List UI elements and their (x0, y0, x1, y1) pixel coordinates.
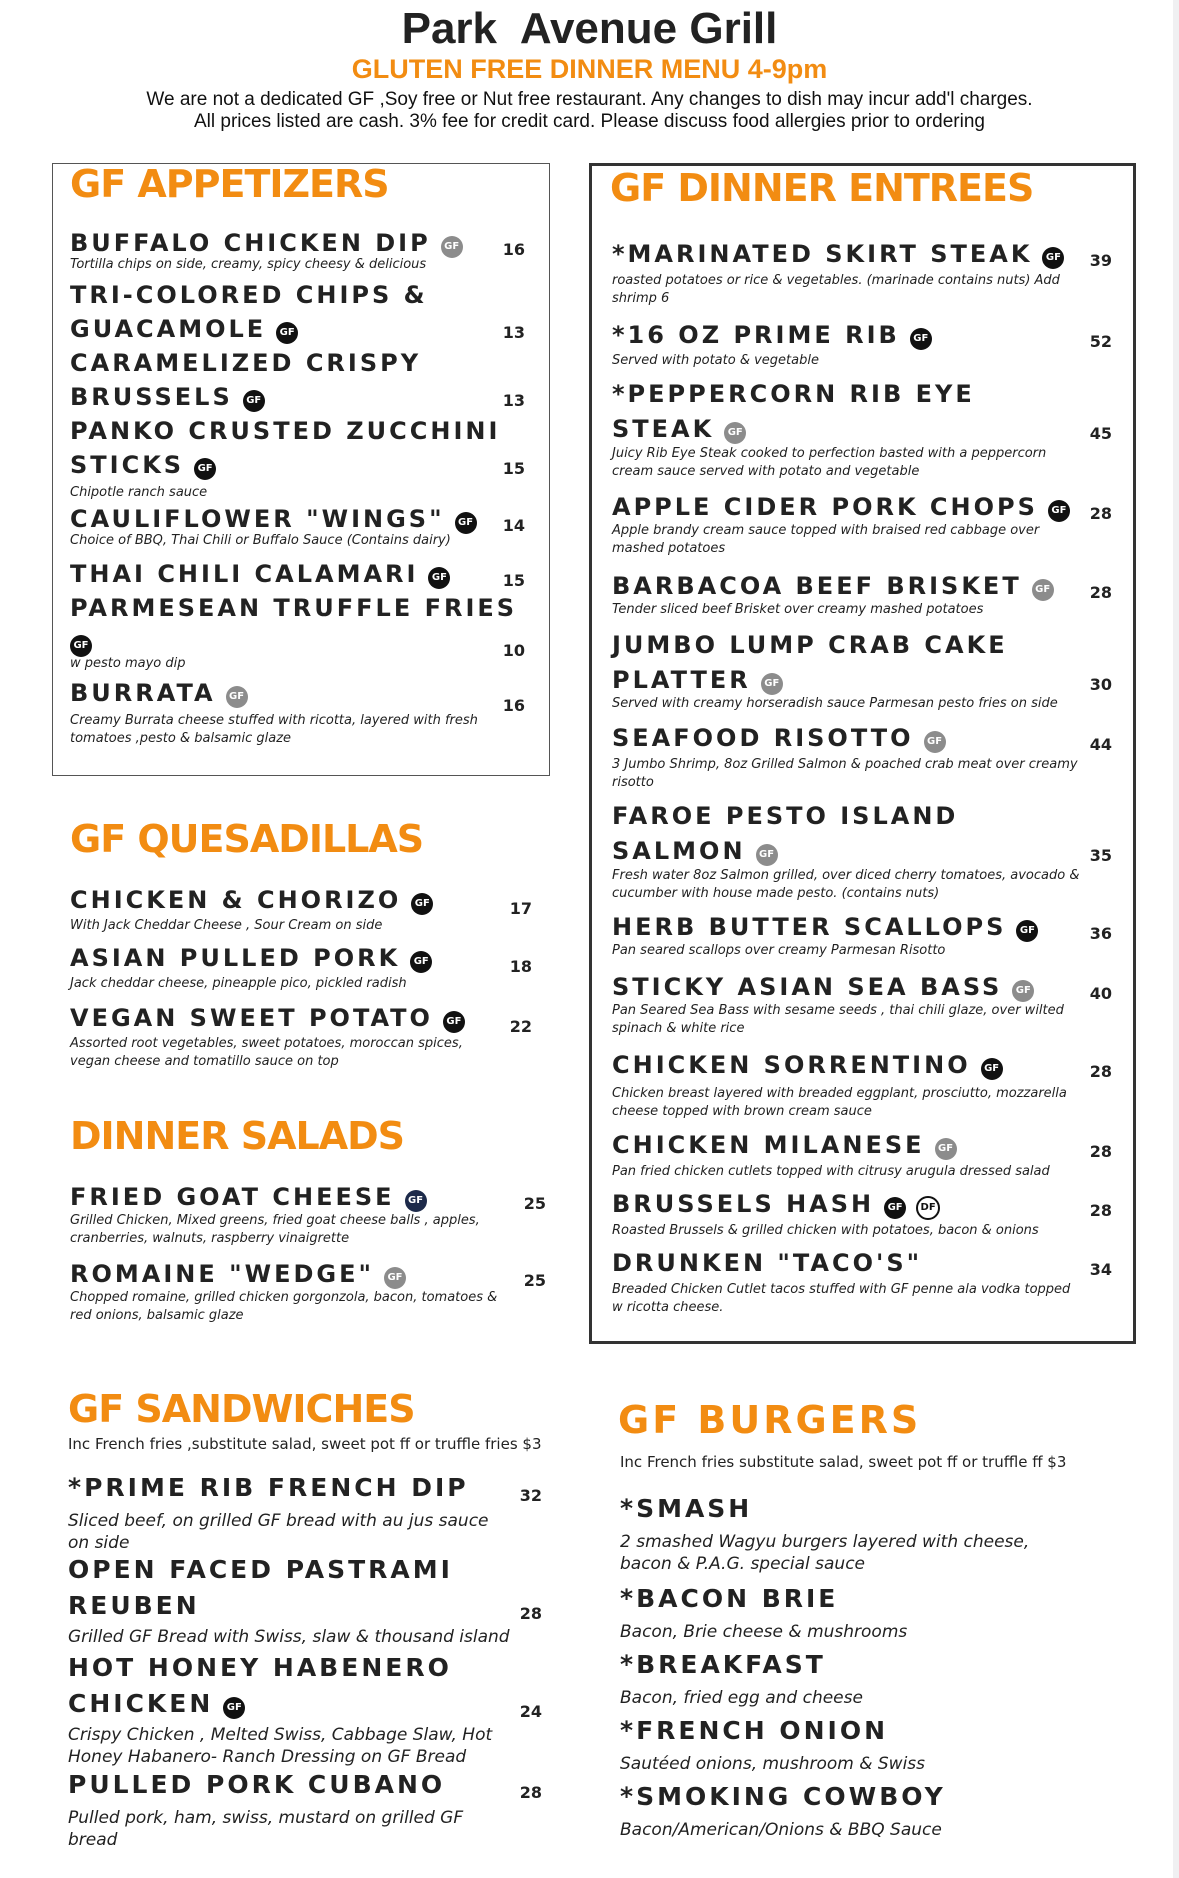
item-name-line (68, 1470, 469, 1506)
item-name-text: ASIAN PULLED PORK (70, 944, 401, 972)
item-name-line (612, 628, 1008, 663)
item-name (620, 1779, 946, 1815)
item-price: 13 (502, 323, 525, 342)
item-name-line (612, 910, 1038, 944)
item-price: 25 (523, 1271, 546, 1290)
item-name-line (70, 346, 421, 380)
salads-title: DINNER SALADS (70, 1114, 405, 1158)
dairy-free-badge-icon: DF (916, 1196, 940, 1220)
item-description: Chicken breast layered with breaded eggplant, prosciutto, mozzarella cheese topped with brown cream sauce (612, 1086, 1067, 1119)
item-name-text: GUACAMOLE (70, 315, 267, 343)
item-description: Crispy Chicken , Melted Swiss, Cabbage Slaw, Hot Honey Habanero- Ranch Dressing on GF Bread (68, 1725, 493, 1767)
gluten-free-badge-icon: GF (884, 1197, 906, 1219)
item-name (70, 557, 450, 591)
item-price: 34 (1089, 1260, 1112, 1279)
item-name (70, 591, 517, 659)
item-name-text: *PEPPERCORN RIB EYE (612, 380, 975, 408)
gluten-free-badge-icon: GF (243, 390, 265, 412)
item-name (70, 346, 421, 414)
item-description: Jack cheddar cheese, pineapple pico, pickled radish (70, 976, 407, 991)
item-price: 52 (1089, 332, 1112, 351)
item-name-line (68, 1588, 453, 1624)
item-name-line (68, 1552, 453, 1588)
item-description: Roasted Brussels & grilled chicken with potatoes, bacon & onions (612, 1223, 1039, 1238)
item-description: Served with potato & vegetable (612, 353, 819, 368)
gluten-free-badge-icon: GF (910, 328, 932, 350)
item-description: Apple brandy cream sauce topped with braised red cabbage over mashed potatoes (612, 523, 1040, 556)
item-name-line (612, 1128, 957, 1162)
item-name (70, 1257, 406, 1291)
gluten-free-badge-icon: GF (455, 512, 477, 534)
item-name (612, 721, 946, 755)
item-name-line (70, 312, 428, 346)
item-description: Bacon, Brie cheese & mushrooms (620, 1622, 908, 1642)
item-name (70, 502, 477, 536)
item-price: 25 (523, 1194, 546, 1213)
item-description: Choice of BBQ, Thai Chili or Buffalo Sauce (Contains dairy) (70, 533, 451, 548)
item-name-line (612, 721, 946, 755)
burgers-title: GF BURGERS (618, 1398, 922, 1442)
item-description: Breaded Chicken Cutlet tacos stuffed with GF penne ala vodka topped w ricotta cheese. (612, 1282, 1071, 1315)
item-name-text: DRUNKEN "TACO'S" (612, 1249, 923, 1277)
item-name-text: PULLED PORK CUBANO (68, 1770, 446, 1799)
item-price: 32 (519, 1486, 542, 1505)
item-name (70, 941, 432, 975)
item-name (68, 1767, 445, 1803)
item-description: Pan Seared Sea Bass with sesame seeds , thai chili glaze, over wilted spinach & white rice (612, 1003, 1064, 1036)
item-name (612, 1048, 1003, 1082)
item-name-line (70, 1257, 406, 1291)
item-name-line (70, 226, 463, 260)
item-name-text: PARMESEAN TRUFFLE FRIES (70, 594, 518, 622)
item-name-line (70, 278, 428, 312)
disclaimer-line-1: We are not a dedicated GF ,Soy free or Nut free restaurant. Any changes to dish may incur add'l charges. (146, 89, 1033, 110)
item-description: Pan fried chicken cutlets topped with citrusy arugula dressed salad (612, 1164, 1050, 1179)
item-name-text: PANKO CRUSTED ZUCCHINI (70, 417, 501, 445)
item-name-line (70, 676, 248, 710)
item-name (612, 318, 932, 352)
item-price: 10 (502, 641, 525, 660)
item-name-text: *16 OZ PRIME RIB (612, 321, 900, 349)
item-description: Sliced beef, on grilled GF bread with au jus sauce on side (68, 1511, 489, 1553)
item-price: 36 (1089, 924, 1112, 943)
item-name (612, 970, 1034, 1004)
item-name (68, 1470, 469, 1506)
gluten-free-badge-icon: GF (761, 673, 783, 695)
gluten-free-badge-icon: GF (1042, 247, 1064, 269)
item-price: 15 (502, 459, 525, 478)
item-name (620, 1647, 826, 1683)
item-name (70, 226, 463, 260)
item-name (70, 676, 248, 710)
item-name-text: TRI-COLORED CHIPS & (70, 281, 428, 309)
gluten-free-badge-icon: GF (1032, 579, 1054, 601)
item-name-line (70, 1180, 427, 1214)
item-name-line (612, 834, 958, 869)
item-name-line (620, 1581, 838, 1617)
item-name-line (612, 663, 1008, 698)
gluten-free-badge-icon: GF (428, 567, 450, 589)
item-description: Served with creamy horseradish sauce Parmesan pesto fries on side (612, 696, 1058, 711)
item-description: Pulled pork, ham, swiss, mustard on grilled GF bread (68, 1808, 464, 1850)
item-description: Chopped romaine, grilled chicken gorgonzola, bacon, tomatoes & red onions, balsamic glaze (70, 1290, 498, 1323)
item-name-text: BUFFALO CHICKEN DIP (70, 229, 431, 257)
item-name-text: BRUSSELS HASH (612, 1190, 875, 1218)
item-name (70, 1001, 465, 1035)
item-name-text: *FRENCH ONION (620, 1716, 889, 1745)
item-price: 13 (502, 391, 525, 410)
item-price: 15 (502, 571, 525, 590)
item-price: 17 (509, 899, 532, 918)
item-price: 14 (502, 516, 525, 535)
item-name-text: REUBEN (68, 1591, 200, 1620)
page-edge (1173, 0, 1179, 1878)
gluten-free-badge-icon: GF (223, 1697, 245, 1719)
item-description: 3 Jumbo Shrimp, 8oz Grilled Salmon & poached crab meat over creamy risotto (612, 757, 1078, 790)
item-name-line (70, 557, 450, 591)
item-description: Grilled GF Bread with Swiss, slaw & thousand island (68, 1627, 510, 1647)
item-name-text: STEAK (612, 415, 715, 443)
item-name (612, 628, 1008, 698)
item-name (70, 278, 428, 346)
item-price: 28 (1089, 1062, 1112, 1081)
item-name-text: THAI CHILI CALAMARI (70, 560, 419, 588)
item-name-line (612, 569, 1054, 603)
menu-subtitle: GLUTEN FREE DINNER MENU 4-9pm (351, 54, 828, 84)
item-name-text: *PRIME RIB FRENCH DIP (68, 1473, 469, 1502)
item-price: 28 (1089, 504, 1112, 523)
item-name-text: STICKS (70, 451, 185, 479)
item-name-line (68, 1767, 445, 1803)
item-name-line (620, 1779, 946, 1815)
item-name-text: BURRATA (70, 679, 216, 707)
item-name (612, 1128, 957, 1162)
item-description: Sautéed onions, mushroom & Swiss (620, 1754, 926, 1774)
item-name-line (612, 377, 975, 412)
gluten-free-badge-icon: GF (443, 1011, 465, 1033)
item-name-line (612, 799, 958, 834)
item-name-text: *BACON BRIE (620, 1584, 839, 1613)
item-name (620, 1491, 752, 1527)
item-name-text: CARAMELIZED CRISPY (70, 349, 422, 377)
item-price: 16 (502, 696, 525, 715)
item-name-line (70, 380, 421, 414)
sandwiches-title: GF SANDWICHES (68, 1387, 415, 1431)
item-description: Juicy Rib Eye Steak cooked to perfection basted with a peppercorn cream sauce served with potato and vegetable (612, 446, 1047, 479)
item-description: Tortilla chips on side, creamy, spicy cheesy & delicious (70, 257, 427, 272)
item-name (612, 490, 1070, 524)
item-name-line (70, 414, 500, 448)
item-name-text: HOT HONEY HABENERO (68, 1653, 452, 1682)
item-name-line (68, 1686, 452, 1722)
item-name-text: SALMON (612, 837, 746, 865)
appetizers-title: GF APPETIZERS (70, 162, 389, 206)
item-name-line (612, 490, 1070, 524)
gluten-free-badge-icon: GF (924, 731, 946, 753)
item-name-text: BARBACOA BEEF BRISKET (612, 572, 1022, 600)
item-name (620, 1713, 888, 1749)
item-price: 18 (509, 957, 532, 976)
item-description: Tender sliced beef Brisket over creamy mashed potatoes (612, 602, 984, 617)
item-name (68, 1650, 452, 1722)
item-price: 28 (519, 1604, 542, 1623)
item-name-line (612, 970, 1034, 1004)
item-description: Grilled Chicken, Mixed greens, fried goat cheese balls , apples, cranberries, walnuts, raspberry vinaigrette (70, 1213, 480, 1246)
item-name-line (612, 412, 975, 447)
restaurant-name: Park Avenue Grill (401, 4, 778, 53)
item-name-text: BRUSSELS (70, 383, 233, 411)
gluten-free-badge-icon: GF (276, 322, 298, 344)
gluten-free-badge-icon: GF (410, 951, 432, 973)
item-price: 40 (1089, 984, 1112, 1003)
item-price: 24 (519, 1702, 542, 1721)
item-name-line (612, 1048, 1003, 1082)
item-name (620, 1581, 838, 1617)
gluten-free-badge-icon: GF (756, 844, 778, 866)
item-name (70, 883, 433, 917)
item-name-text: OPEN FACED PASTRAMI (68, 1555, 453, 1584)
item-price: 39 (1089, 251, 1112, 270)
item-description: With Jack Cheddar Cheese , Sour Cream on side (70, 918, 383, 933)
item-name-text: STICKY ASIAN SEA BASS (612, 973, 1003, 1001)
item-name-text: APPLE CIDER PORK CHOPS (612, 493, 1038, 521)
item-name-text: HERB BUTTER SCALLOPS (612, 913, 1007, 941)
gluten-free-badge-icon: GF (411, 893, 433, 915)
item-name-text: *SMOKING COWBOY (620, 1782, 946, 1811)
item-price: 45 (1089, 424, 1112, 443)
disclaimer-line-2: All prices listed are cash. 3% fee for credit card. Please discuss food allergies prior to ordering (194, 111, 985, 132)
entrees-title: GF DINNER ENTREES (610, 166, 1034, 210)
item-name-text: CHICKEN & CHORIZO (70, 886, 402, 914)
gluten-free-badge-icon: GF (226, 686, 248, 708)
item-name (612, 237, 1064, 271)
item-description: roasted potatoes or rice & vegetables. (marinade contains nuts) Add shrimp 6 (612, 273, 1060, 306)
item-name-text: *MARINATED SKIRT STEAK (612, 240, 1033, 268)
item-name-line (70, 448, 500, 482)
gluten-free-badge-icon: GF (70, 635, 92, 657)
item-name-text: FRIED GOAT CHEESE (70, 1183, 395, 1211)
item-name-line (612, 237, 1064, 271)
item-description: Bacon/American/Onions & BBQ Sauce (620, 1820, 942, 1840)
item-price: 44 (1089, 735, 1112, 754)
gluten-free-badge-icon: GF (981, 1058, 1003, 1080)
burgers-note: Inc French fries substitute salad, sweet pot ff or truffle ff $3 (620, 1453, 1067, 1471)
item-name-line (612, 1187, 940, 1221)
item-name-line (620, 1647, 826, 1683)
item-name-text: SEAFOOD RISOTTO (612, 724, 914, 752)
item-name (612, 799, 958, 869)
gluten-free-badge-icon: GF (441, 236, 463, 258)
item-name-text: CHICKEN SORRENTINO (612, 1051, 971, 1079)
gluten-free-badge-icon: GF (1048, 500, 1070, 522)
item-name (612, 1187, 940, 1221)
item-name-text: CAULIFLOWER "WINGS" (70, 505, 445, 533)
item-name-line (70, 502, 477, 536)
item-price: 16 (502, 240, 525, 259)
gluten-free-badge-icon: GF (384, 1267, 406, 1289)
item-name-line (70, 591, 517, 625)
sandwiches-note: Inc French fries ,substitute salad, sweet pot ff or truffle fries $3 (68, 1435, 542, 1453)
item-description: w pesto mayo dip (70, 656, 186, 671)
item-description: Creamy Burrata cheese stuffed with ricotta, layered with fresh tomatoes ,pesto & balsamic glaze (70, 713, 478, 746)
item-description: Pan seared scallops over creamy Parmesan Risotto (612, 943, 946, 958)
item-name-text: FAROE PESTO ISLAND (612, 802, 959, 830)
quesadillas-title: GF QUESADILLAS (70, 817, 424, 861)
item-name (70, 1180, 427, 1214)
item-name (70, 414, 500, 482)
gluten-free-badge-icon: GF (724, 422, 746, 444)
item-description: Chipotle ranch sauce (70, 485, 208, 500)
item-name (612, 910, 1038, 944)
item-price: 30 (1089, 675, 1112, 694)
item-description: Bacon, fried egg and cheese (620, 1688, 863, 1708)
item-name-text: ROMAINE "WEDGE" (70, 1260, 374, 1288)
item-name-line (620, 1713, 888, 1749)
item-description: 2 smashed Wagyu burgers layered with cheese, bacon & P.A.G. special sauce (620, 1532, 1030, 1574)
item-name-text: CHICKEN MILANESE (612, 1131, 925, 1159)
item-description: Assorted root vegetables, sweet potatoes, moroccan spices, vegan cheese and tomatillo sauce on top (70, 1036, 463, 1069)
item-price: 28 (1089, 1201, 1112, 1220)
item-name (612, 569, 1054, 603)
item-price: 28 (1089, 1142, 1112, 1161)
gluten-free-badge-icon: GF (405, 1190, 427, 1212)
gluten-free-badge-icon: GF (1016, 920, 1038, 942)
gluten-free-badge-icon: GF (935, 1138, 957, 1160)
item-name-line (70, 1001, 465, 1035)
item-name (68, 1552, 453, 1624)
item-price: 28 (1089, 583, 1112, 602)
item-name-text: CHICKEN (68, 1689, 214, 1718)
item-name-line (612, 318, 932, 352)
item-name-text: VEGAN SWEET POTATO (70, 1004, 433, 1032)
item-name-text: *SMASH (620, 1494, 753, 1523)
item-name-line (620, 1491, 752, 1527)
gluten-free-badge-icon: GF (1012, 980, 1034, 1002)
item-price: 35 (1089, 846, 1112, 865)
item-description: Fresh water 8oz Salmon grilled, over diced cherry tomatoes, avocado & cucumber with house made pesto. (contains nuts) (612, 868, 1080, 901)
item-name-text: *BREAKFAST (620, 1650, 826, 1679)
item-price: 22 (509, 1017, 532, 1036)
item-name-text: JUMBO LUMP CRAB CAKE (612, 631, 1008, 659)
item-name (612, 1246, 922, 1280)
item-name-line (68, 1650, 452, 1686)
item-name-text: PLATTER (612, 666, 751, 694)
item-name-line (70, 883, 433, 917)
item-price: 28 (519, 1783, 542, 1802)
item-name-line (70, 625, 517, 659)
gluten-free-badge-icon: GF (194, 458, 216, 480)
item-name-line (612, 1246, 922, 1280)
item-name-line (70, 941, 432, 975)
item-name (612, 377, 975, 447)
